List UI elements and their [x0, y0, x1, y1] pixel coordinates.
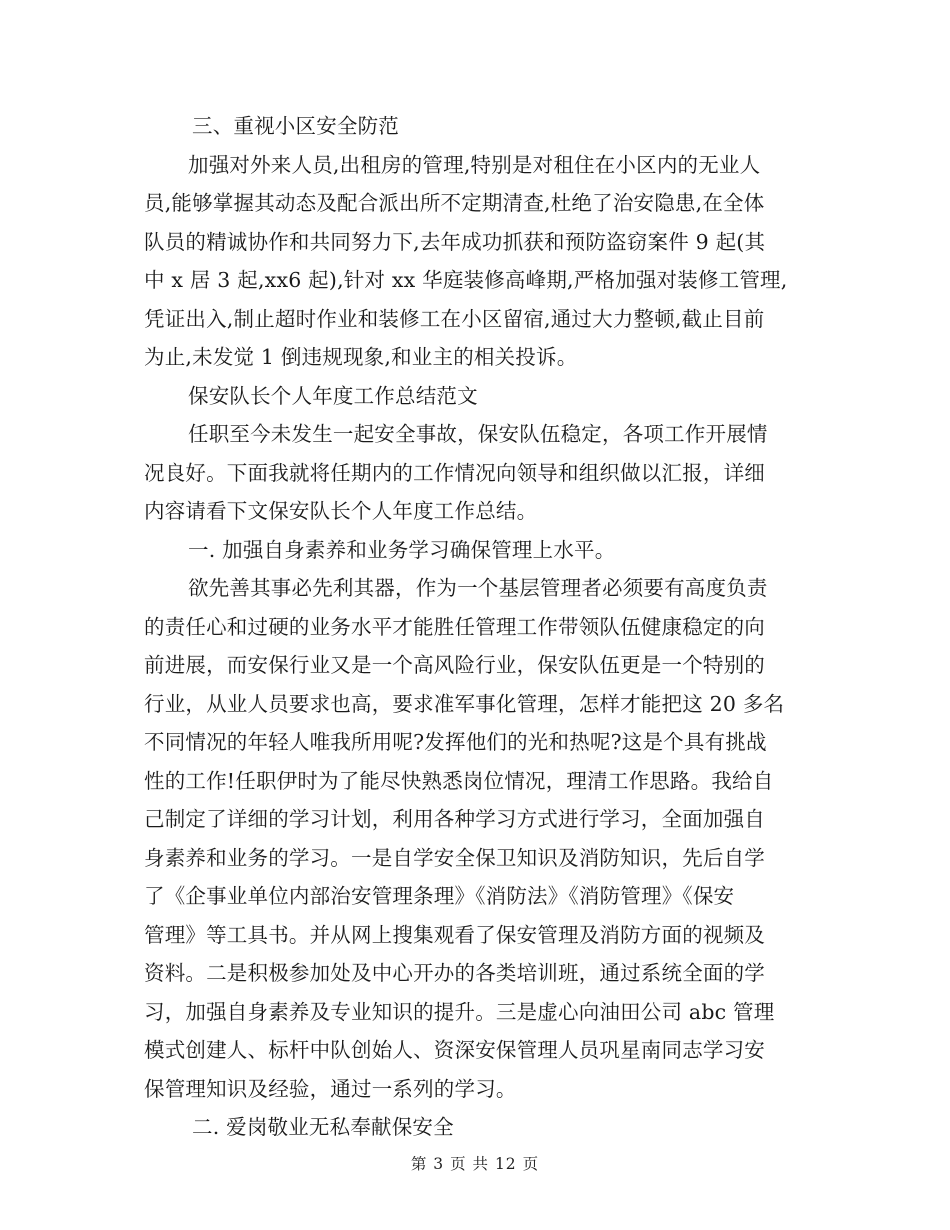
section-heading-3: 三、重视小区安全防范	[192, 114, 399, 138]
text-line: 行业，从业人员要求也高，要求准军事化管理，怎样才能把这 20 多名	[144, 691, 785, 716]
text-line: 性的工作!任职伊时为了能尽快熟悉岗位情况，理清工作思路。我给自	[144, 768, 774, 793]
document-body	[144, 107, 804, 1147]
text-line: 队员的精诚协作和共同努力下,去年成功抓获和预防盗窃案件 9 起(其	[144, 229, 766, 254]
text-line: 了《企事业单位内部治安管理条理》《消防法》《消防管理》《保安	[144, 884, 735, 908]
text-line: 前进展，而安保行业又是一个高风险行业，保安队伍更是一个特别的	[144, 653, 765, 677]
text-line: 欲先善其事必先利其器，作为一个基层管理者必须要有高度负责	[188, 576, 768, 600]
text-line: 模式创建人、标杆中队创始人、资深安保管理人员巩星南同志学习安	[144, 1038, 765, 1062]
text-line: 内容请看下文保安队长个人年度工作总结。	[144, 499, 538, 523]
section-heading-1: 一. 加强自身素养和业务学习确保管理上水平。	[188, 537, 616, 562]
text-line: 习，加强自身素养及专业知识的提升。三是虚心向油田公司 abc 管理	[144, 999, 775, 1024]
text-line: 保管理知识及经验，通过一系列的学习。	[144, 1076, 517, 1101]
text-line: 中 x 居 3 起,xx6 起),针对 xx 华庭装修高峰期,严格加强对装修工管理,	[144, 268, 788, 292]
text-line: 任职至今未发生一起安全事故，保安队伍稳定，各项工作开展情	[188, 422, 768, 446]
text-line: 身素养和业务的学习。一是自学安全保卫知识及消防知识，先后自学	[144, 845, 765, 870]
text-line: 员,能够掌握其动态及配合派出所不定期清查,杜绝了治安隐患,在全体	[144, 191, 765, 215]
section-heading-2: 二. 爱岗敬业无私奉献保安全	[192, 1115, 454, 1139]
text-line: 的责任心和过硬的业务水平才能胜任管理工作带领队伍健康稳定的向	[144, 614, 765, 639]
page-number-footer: 第 3 页 共 12 页	[410, 1155, 540, 1173]
text-line: 管理》等工具书。并从网上搜集观看了保安管理及消防方面的视频及	[144, 922, 765, 947]
text-line: 加强对外来人员,出租房的管理,特别是对租住在小区内的无业人	[188, 152, 761, 177]
text-line: 凭证出入,制止超时作业和装修工在小区留宿,通过大力整顿,截止目前	[144, 306, 765, 331]
article-title: 保安队长个人年度工作总结范文	[188, 383, 478, 408]
text-line: 资料。二是积极参加处及中心开办的各类培训班，通过系统全面的学	[144, 961, 765, 985]
text-line: 不同情况的年轻人唯我所用呢?发挥他们的光和热呢?这是个具有挑战	[144, 730, 767, 754]
text-line: 况良好。下面我就将任期内的工作情况向领导和组织做以汇报，详细	[144, 460, 765, 485]
text-line: 为止,未发觉 1 倒违规现象,和业主的相关投诉。	[144, 345, 578, 369]
text-line: 己制定了详细的学习计划，利用各种学习方式进行学习，全面加强自	[144, 807, 765, 831]
